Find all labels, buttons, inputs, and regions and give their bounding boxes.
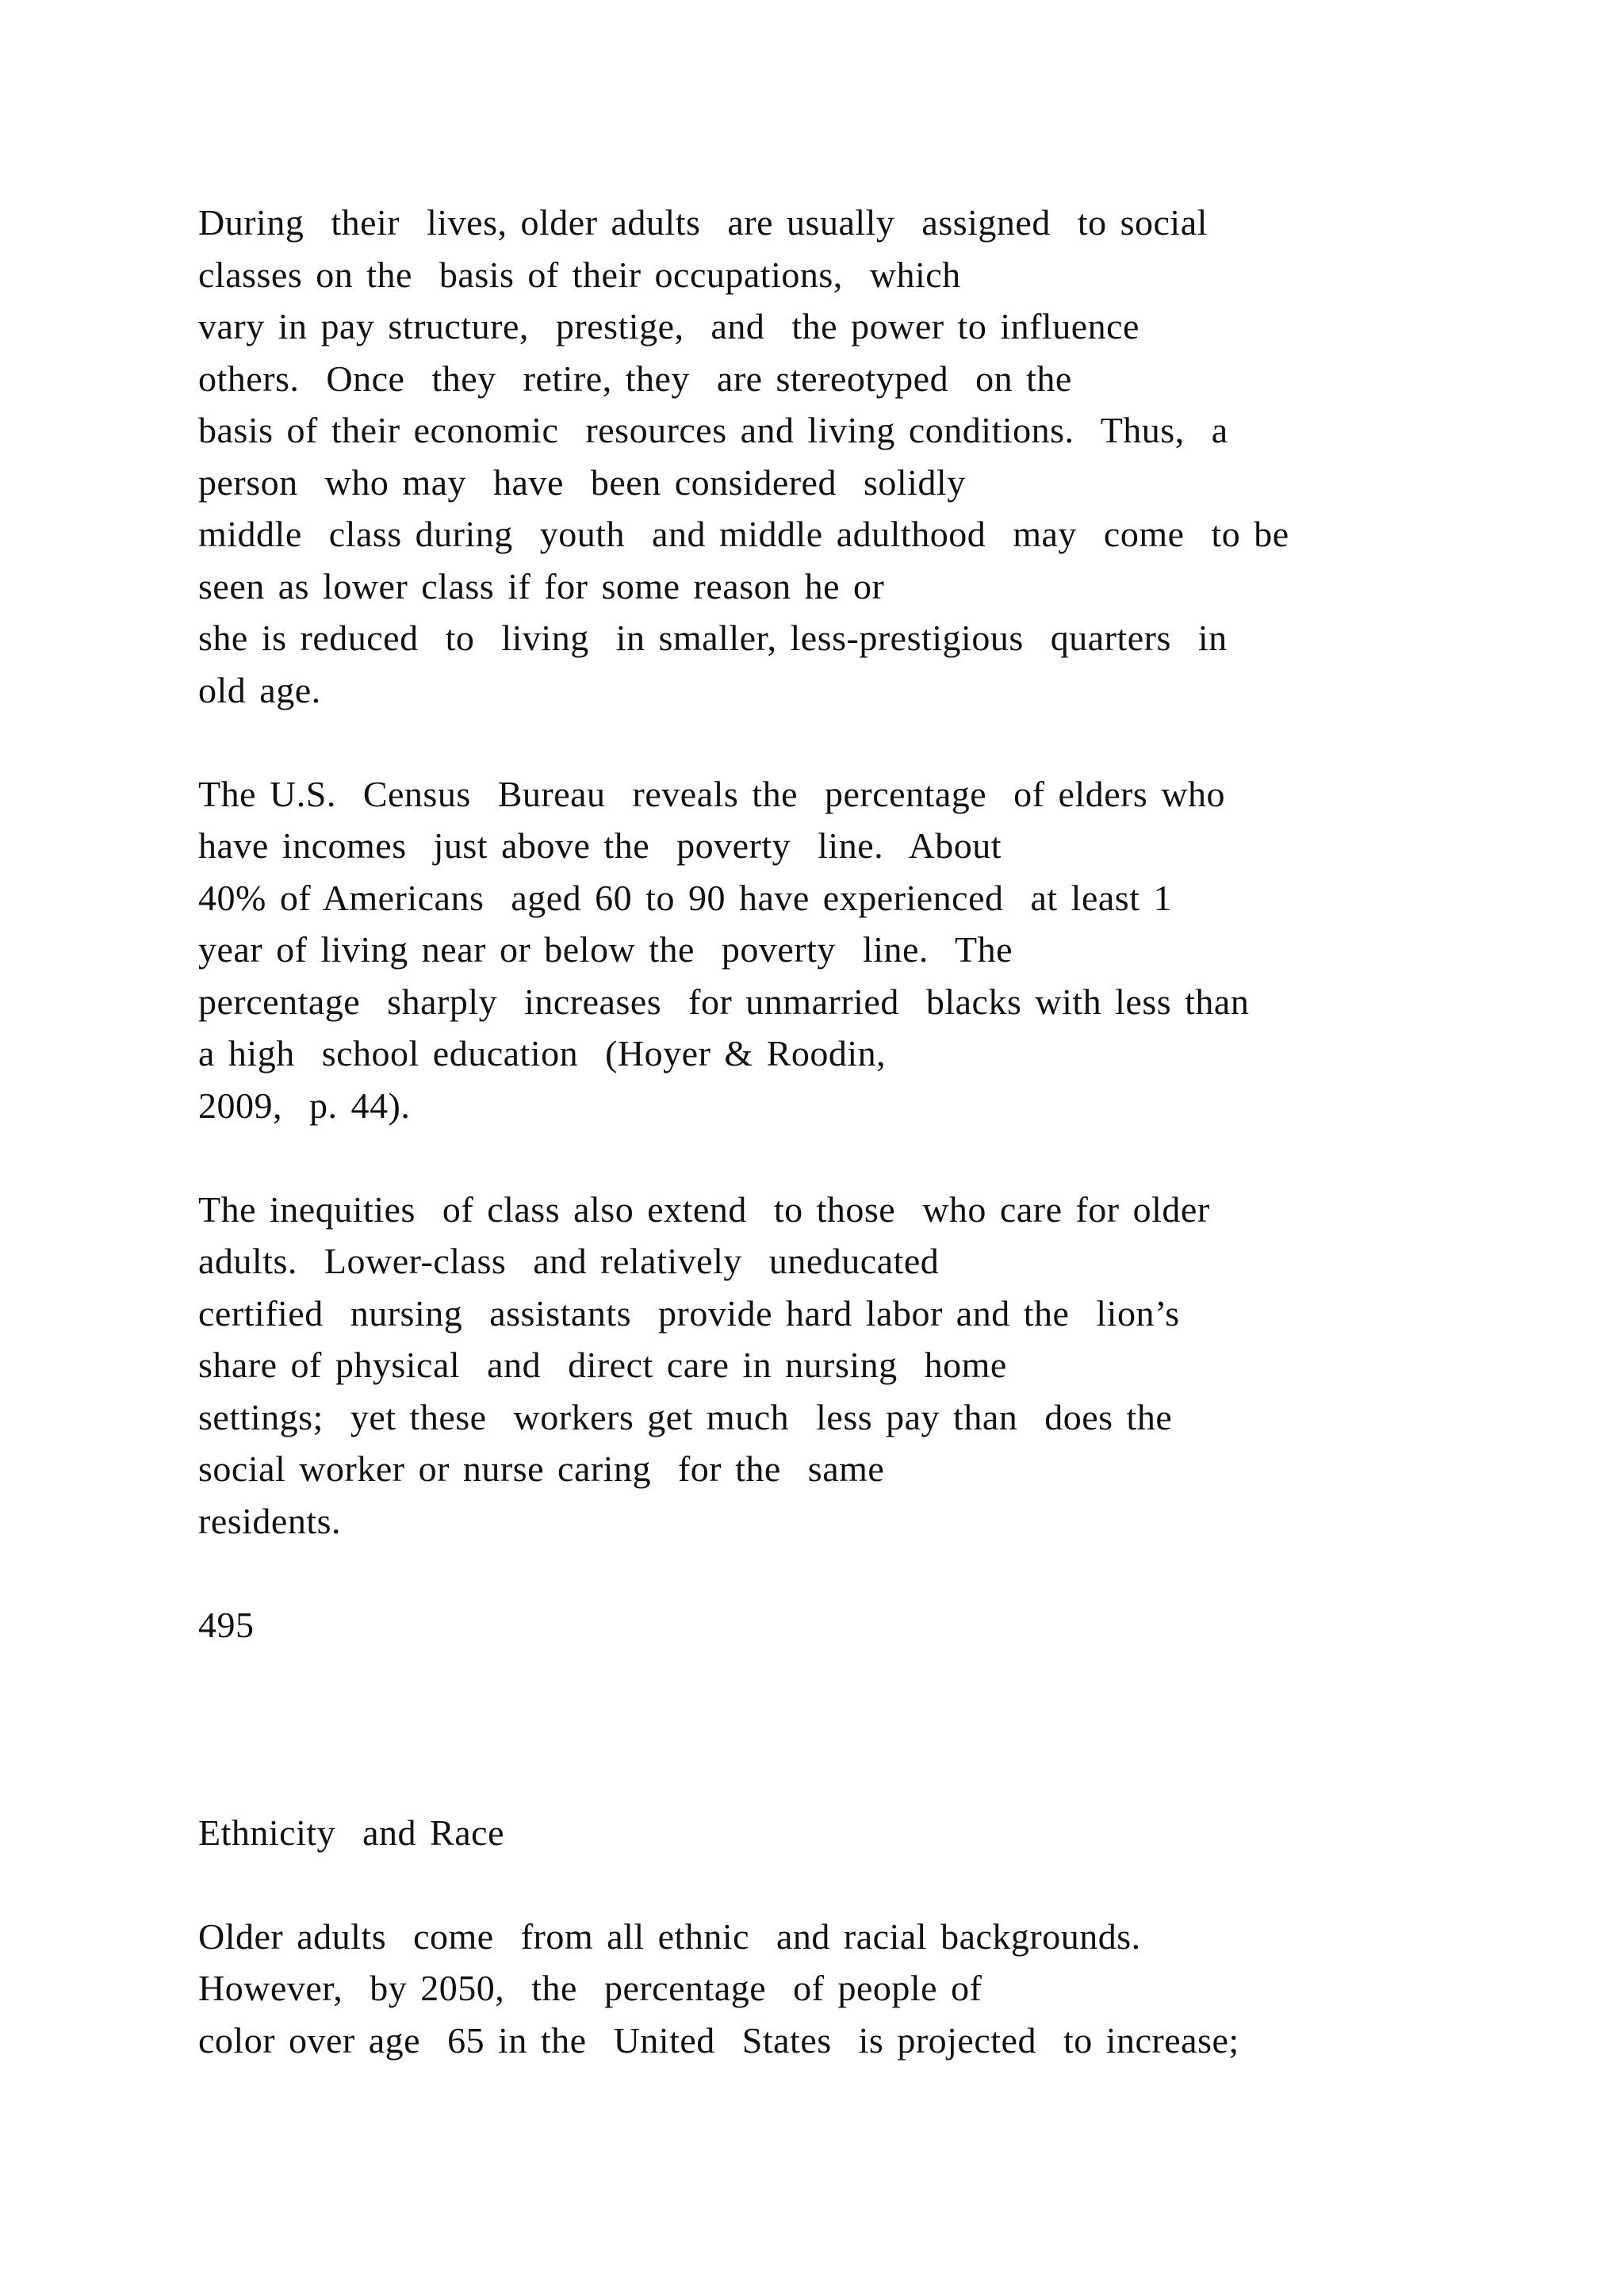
text-line: The U.S. Census Bureau reveals the percentage of elders who — [198, 773, 1226, 814]
text-line: certified nursing assistants provide hard labor and the lion’s — [198, 1292, 1180, 1334]
text-line: 40% of Americans aged 60 to 90 have experienced at least 1 — [198, 877, 1172, 918]
text-line: share of physical and direct care in nursing home — [198, 1345, 1007, 1385]
text-line: middle class during youth and middle adulthood may come to be — [198, 514, 1289, 554]
text-line: a high school education (Hoyer & Roodin, — [198, 1033, 887, 1073]
text-line: she is reduced to living in smaller, less-prestigious quarters in — [198, 618, 1228, 658]
text-line: However, by 2050, the percentage of people of — [198, 1968, 982, 2008]
page-number: 495 — [198, 1604, 255, 1645]
text-line: residents. — [198, 1500, 342, 1541]
text-line: person who may have been considered solidly — [198, 461, 966, 503]
text-line: 2009, p. 44). — [198, 1085, 411, 1126]
text-line: year of living near or below the poverty line. The — [198, 929, 1013, 970]
text-line: social worker or nurse caring for the same — [198, 1448, 885, 1489]
text-line: The inequities of class also extend to those who care for older — [198, 1188, 1210, 1230]
text-line: seen as lower class if for some reason he or — [198, 565, 885, 607]
text-line: adults. Lower-class and relatively uneducated — [198, 1241, 940, 1281]
text-line: classes on the basis of their occupations, which — [198, 254, 961, 295]
text-line: During their lives, older adults are usually assigned to social — [198, 202, 1208, 243]
text-line: old age. — [198, 669, 321, 710]
section-heading: Ethnicity and Race — [198, 1812, 504, 1853]
text-line: color over age 65 in the United States is projected to increase; — [198, 2019, 1239, 2061]
text-line: percentage sharply increases for unmarried blacks with less than — [198, 981, 1250, 1022]
text-line: settings; yet these workers get much less pay than does the — [198, 1396, 1173, 1437]
text-line: vary in pay structure, prestige, and the power to influence — [198, 306, 1139, 346]
text-line: Older adults come from all ethnic and racial backgrounds. — [198, 1915, 1141, 1957]
text-line: basis of their economic resources and living conditions. Thus, a — [198, 410, 1228, 450]
text-line: have incomes just above the poverty line. About — [198, 825, 1002, 866]
text-line: others. Once they retire, they are stereotyped on the — [198, 358, 1072, 399]
